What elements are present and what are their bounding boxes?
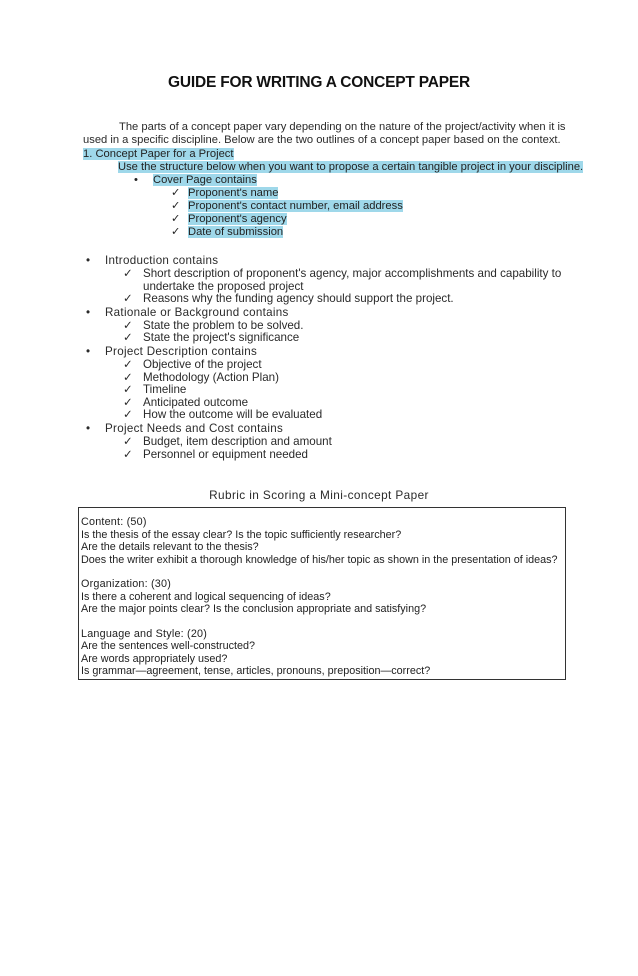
section-item-text: Reasons why the funding agency should support the project. [143, 292, 454, 306]
page-title: GUIDE FOR WRITING A CONCEPT PAPER [168, 74, 470, 91]
rubric-question: Is there a coherent and logical sequencing of ideas? [81, 590, 331, 603]
rubric-question: Is grammar—agreement, tense, articles, pronouns, preposition—correct? [81, 665, 431, 677]
rubric-question: Are the details relevant to the thesis? [81, 541, 259, 553]
rubric-box [78, 507, 566, 680]
rubric-question: Are the major points clear? Is the conclusion appropriate and satisfying? [81, 603, 427, 615]
checkmark-icon: ✓ [123, 408, 133, 422]
section-item [123, 293, 595, 306]
cover-list-item [171, 226, 403, 239]
cover-list-item-text: Proponent's agency [188, 213, 287, 225]
section-items [83, 436, 595, 461]
section-item-text: State the project's significance [143, 331, 300, 345]
rubric-section-heading: Content: (50) [81, 516, 147, 528]
section-item [123, 409, 595, 422]
cover-list-item [171, 213, 403, 226]
bullet-icon: • [86, 254, 91, 267]
rubric-title: Rubric in Scoring a Mini-concept Paper [209, 488, 429, 502]
cover-page-list [171, 187, 403, 239]
cover-list-item [171, 187, 403, 200]
section-item-text: Objective of the project [143, 357, 262, 371]
rubric-question: Are words appropriately used? [81, 652, 228, 665]
cover-list-item-text: Proponent's name [188, 187, 279, 199]
outline-section [83, 306, 595, 345]
cover-page-item [134, 174, 257, 187]
checkmark-icon: ✓ [123, 434, 133, 448]
section-item [123, 436, 595, 449]
checkmark-icon: ✓ [123, 267, 133, 280]
section-heading-text: Project Description contains [105, 344, 258, 358]
section-item [123, 359, 595, 372]
outline-section [83, 345, 595, 422]
outline-1-heading [83, 148, 234, 161]
cover-list-item-text: Date of submission [188, 226, 284, 238]
rubric-section [81, 578, 565, 616]
cover-list-item [171, 200, 403, 213]
checkmark-icon: ✓ [171, 213, 181, 225]
rubric-section [81, 628, 565, 678]
rubric-question: Does the writer exhibit a thorough knowledge of his/her topic as shown in the presentation of ideas? [81, 553, 558, 566]
checkmark-icon: ✓ [123, 318, 133, 332]
section-item-text: Methodology (Action Plan) [143, 370, 279, 384]
checkmark-icon: ✓ [123, 331, 133, 345]
section-items [83, 320, 595, 345]
section-item-text: How the outcome will be evaluated [143, 408, 323, 422]
bullet-icon: • [86, 421, 91, 435]
section-item-text: State the problem to be solved. [143, 318, 304, 332]
rubric-question: Is the thesis of the essay clear? Is the topic sufficiently researcher? [81, 528, 402, 541]
checkmark-icon: ✓ [123, 395, 133, 409]
section-heading [83, 422, 595, 436]
section-heading [83, 254, 595, 268]
section-heading-text: Rationale or Background contains [105, 305, 289, 319]
section-item-text: Short description of proponent's agency, major accomplishments and capability to undertake the proposed project [143, 267, 562, 293]
section-heading-text: Introduction contains [105, 254, 219, 267]
checkmark-icon: ✓ [123, 292, 133, 306]
bullet-icon: • [134, 174, 138, 186]
checkmark-icon: ✓ [123, 383, 133, 397]
section-heading [83, 345, 595, 359]
section-item [123, 332, 595, 345]
section-item-text: Personnel or equipment needed [143, 447, 309, 461]
cover-page-label: Cover Page contains [153, 174, 257, 186]
rubric-section-heading: Language and Style: (20) [81, 627, 208, 640]
section-item-text: Budget, item description and amount [143, 434, 332, 448]
checkmark-icon: ✓ [123, 447, 133, 461]
section-heading [83, 306, 595, 320]
checkmark-icon: ✓ [123, 357, 133, 371]
intro-paragraph: The parts of a concept paper vary depending on the nature of the project/activity when it is used in a specific discipline. Below are the two outlines of a concept paper based on the context. [83, 121, 566, 146]
section-heading-text: Project Needs and Cost contains [105, 421, 284, 435]
checkmark-icon: ✓ [123, 370, 133, 384]
outline-1-instruction-text: Use the structure below when you want to propose a certain tangible project in your discipline. [118, 161, 584, 173]
section-item [123, 384, 595, 397]
outline-section [83, 254, 595, 306]
bullet-icon: • [86, 305, 91, 319]
checkmark-icon: ✓ [171, 200, 181, 212]
bullet-icon: • [86, 344, 91, 358]
section-item [123, 268, 595, 293]
rubric-section [81, 516, 565, 566]
outline-sections [83, 254, 595, 461]
section-item-text: Anticipated outcome [143, 395, 249, 409]
section-item [123, 449, 595, 462]
section-item-text: Timeline [143, 383, 187, 397]
rubric-question: Are the sentences well-constructed? [81, 640, 256, 652]
outline-1-instruction [118, 161, 583, 174]
section-items [83, 268, 595, 306]
rubric-section-heading: Organization: (30) [81, 578, 172, 590]
outline-section [83, 422, 595, 461]
section-items [83, 359, 595, 422]
outline-1-heading-text: 1. Concept Paper for a Project [83, 148, 234, 160]
section-item [123, 372, 595, 385]
cover-list-item-text: Proponent's contact number, email address [188, 200, 403, 212]
checkmark-icon: ✓ [171, 187, 181, 199]
checkmark-icon: ✓ [171, 226, 181, 238]
